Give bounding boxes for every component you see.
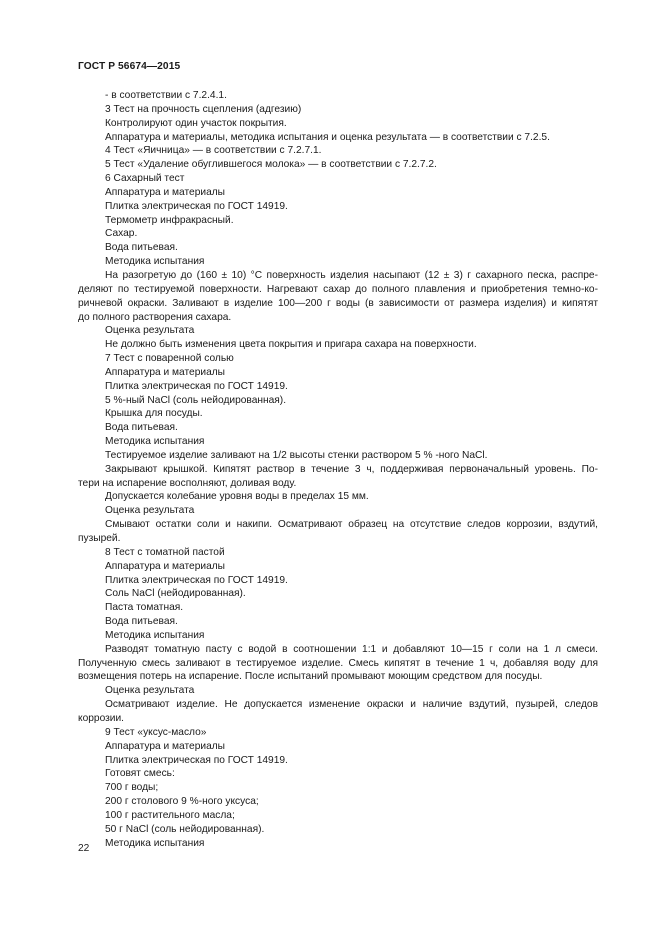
- text-line: Паста томатная.: [105, 602, 184, 614]
- text-line: Сахар.: [105, 228, 138, 240]
- text-line: 7 Тест с поваренной солью: [105, 353, 234, 365]
- text-line: ричневой окраски. Заливают в изделие 100—200 г воды (в зависимости от размера изделия) и кипятят: [78, 297, 598, 309]
- text-line: коррозии.: [78, 712, 125, 724]
- text-line: Оценка результата: [105, 685, 195, 697]
- text-line: 50 г NaCl (соль нейодированная).: [105, 823, 265, 835]
- text-line: Аппаратура и материалы: [105, 740, 225, 752]
- text-line: Контролируют один участок покрытия.: [105, 117, 287, 129]
- text-line: 5 %-ный NaCl (соль нейодированная).: [105, 394, 287, 406]
- text-line: Аппаратура и материалы: [105, 186, 225, 198]
- text-line: 700 г воды;: [105, 782, 159, 794]
- text-line: На разогретую до (160 ± 10) °С поверхность изделия насыпают (12 ± 3) г сахарного песка, распре-: [105, 269, 598, 281]
- text-line: деляют по тестируемой поверхности. Нагревают сахар до полного плавления и приобретения темно-ко-: [78, 283, 598, 295]
- text-line: Разводят томатную пасту с водой в соотношении 1:1 и добавляют 10—15 г соли на 1 л смеси.: [105, 643, 598, 655]
- text-line: Вода питьевая.: [105, 422, 178, 434]
- text-line: 4 Тест «Яичница» — в соответствии с 7.2.7.1.: [105, 145, 322, 157]
- text-line: Плитка электрическая по ГОСТ 14919.: [105, 754, 288, 766]
- text-line: Плитка электрическая по ГОСТ 14919.: [105, 200, 288, 212]
- text-line: возмещения потерь на испарение. После испытаний промывают моющим средством для посуды.: [78, 671, 543, 683]
- page-number: 22: [78, 843, 90, 854]
- text-line: 200 г столового 9 %-ного уксуса;: [105, 796, 259, 808]
- text-line: Методика испытания: [105, 436, 205, 448]
- document-header: ГОСТ Р 56674—2015: [78, 61, 181, 72]
- text-line: Готовят смесь:: [105, 768, 175, 780]
- text-line: 6 Сахарный тест: [105, 173, 185, 185]
- text-line: Термометр инфракрасный.: [105, 214, 234, 226]
- text-line: 5 Тест «Удаление обуглившегося молока» — в соответствии с 7.2.7.2.: [105, 159, 437, 171]
- text-line: Соль NaCl (нейодированная).: [105, 588, 246, 600]
- text-line: Допускается колебание уровня воды в пределах 15 мм.: [105, 491, 369, 503]
- text-line: Закрывают крышкой. Кипятят раствор в течение 3 ч, поддерживая первоначальный уровень. По-: [105, 463, 598, 475]
- text-line: Не должно быть изменения цвета покрытия и пригара сахара на поверхности.: [105, 339, 477, 351]
- text-line: 100 г растительного масла;: [105, 809, 235, 821]
- text-line: Плитка электрическая по ГОСТ 14919.: [105, 574, 288, 586]
- text-line: Методика испытания: [105, 256, 205, 268]
- text-line: Аппаратура и материалы: [105, 560, 225, 572]
- text-line: Плитка электрическая по ГОСТ 14919.: [105, 380, 288, 392]
- text-line: Вода питьевая.: [105, 616, 178, 628]
- text-line: 3 Тест на прочность сцепления (адгезию): [105, 103, 302, 115]
- text-line: 9 Тест «уксус-масло»: [105, 726, 207, 738]
- text-line: Крышка для посуды.: [105, 408, 203, 420]
- text-line: Аппаратура и материалы: [105, 366, 225, 378]
- text-line: - в соответствии с 7.2.4.1.: [105, 90, 227, 101]
- text-line: Тестируемое изделие заливают на 1/2 высоты стенки раствором 5 % -ного NaCl.: [105, 449, 488, 461]
- text-line: до полного растворения сахара.: [78, 311, 232, 323]
- text-line: 8 Тест с томатной пастой: [105, 546, 225, 558]
- text-line: Вода питьевая.: [105, 242, 178, 254]
- text-line: Методика испытания: [105, 837, 205, 849]
- text-line: пузырей.: [78, 533, 121, 544]
- text-line: Методика испытания: [105, 629, 205, 641]
- text-line: Полученную смесь заливают в тестируемое изделие. Смесь кипятят в течение 1 ч, добавляя воду для: [78, 657, 598, 669]
- text-line: Оценка результата: [105, 505, 195, 517]
- text-line: Осматривают изделие. Не допускается изменение окраски и наличие вздутий, пузырей, следов: [105, 699, 598, 711]
- text-line: Аппаратура и материалы, методика испытания и оценка результата — в соответствии с 7.2.5.: [105, 131, 550, 143]
- text-line: Смывают остатки соли и накипи. Осматривают образец на отсутствие следов коррозии, вздутий,: [105, 519, 598, 531]
- text-line: тери на испарение восполняют, доливая воду.: [78, 477, 297, 489]
- text-line: Оценка результата: [105, 325, 195, 337]
- document-body: [78, 89, 598, 850]
